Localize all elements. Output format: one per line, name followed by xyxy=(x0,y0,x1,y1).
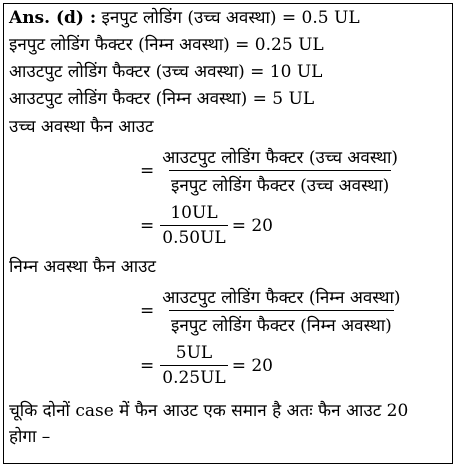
equals-sign: = xyxy=(140,300,155,321)
input-loading-low: इनपुट लोडिंग फैक्टर (निम्न अवस्था) = 0.25 UL xyxy=(9,35,324,55)
equals-sign: = xyxy=(140,215,155,236)
low-formula-fraction xyxy=(160,285,402,336)
low-value-numerator: 5UL xyxy=(175,343,213,363)
low-value-denominator: 0.25UL xyxy=(160,365,227,388)
answer-label: Ans. (d) : xyxy=(9,8,97,28)
output-loading-high: आउटपुट लोडिंग फैक्टर (उच्च अवस्था) = 10 UL xyxy=(9,62,323,82)
conclusion-line-2: होगा – xyxy=(9,427,51,447)
high-value-result: = 20 xyxy=(231,215,273,236)
low-fanout-heading: निम्न अवस्था फैन आउट xyxy=(9,257,156,277)
high-formula-denominator: इनपुट लोडिंग फैक्टर (उच्च अवस्था) xyxy=(169,170,391,196)
output-loading-low: आउटपुट लोडिंग फैक्टर (निम्न अवस्था) = 5 UL xyxy=(9,89,315,109)
equals-sign: = xyxy=(140,160,155,181)
high-formula-fraction xyxy=(160,145,400,196)
conclusion-line-1: चूकि दोनों case में फैन आउट एक समान है अतः फैन आउट 20 xyxy=(9,401,409,421)
answer-line-1 xyxy=(9,8,360,28)
low-value xyxy=(140,343,273,388)
high-value-numerator: 10UL xyxy=(170,203,218,223)
high-value xyxy=(140,203,273,248)
high-fanout-heading: उच्च अवस्था फैन आउट xyxy=(9,117,154,137)
low-formula-numerator: आउटपुट लोडिंग फैक्टर (निम्न अवस्था) xyxy=(162,288,401,308)
low-formula-denominator: इनपुट लोडिंग फैक्टर (निम्न अवस्था) xyxy=(169,310,394,336)
high-formula-numerator: आउटपुट लोडिंग फैक्टर (उच्च अवस्था) xyxy=(162,148,399,168)
high-formula xyxy=(140,145,400,196)
high-value-fraction xyxy=(160,203,227,248)
high-value-denominator: 0.50UL xyxy=(160,225,227,248)
input-loading-high: इनपुट लोडिंग (उच्च अवस्था) = 0.5 UL xyxy=(96,8,360,28)
equals-sign: = xyxy=(140,355,155,376)
low-value-result: = 20 xyxy=(231,355,273,376)
low-formula xyxy=(140,285,402,336)
low-value-fraction xyxy=(160,343,227,388)
